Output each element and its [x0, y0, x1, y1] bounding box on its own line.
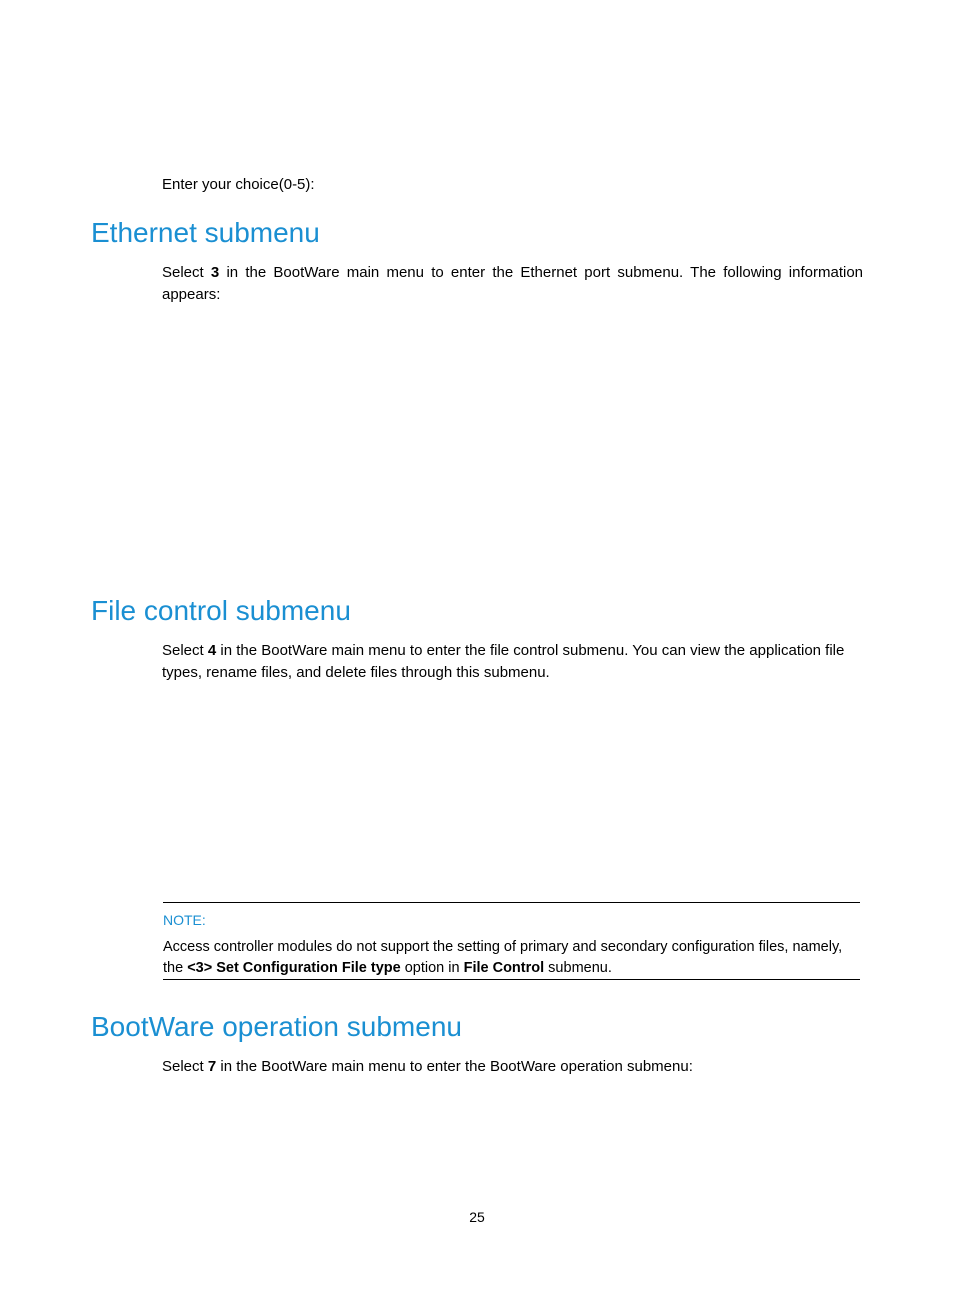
bootware-operation-submenu-heading: BootWare operation submenu	[91, 1011, 462, 1042]
note-text-part-1: Access controller modules do not support the setting of primary and secondary configuration files, namely, the	[163, 939, 843, 976]
ethernet-text-before: Select	[162, 264, 211, 281]
file-control-submenu-paragraph	[162, 640, 863, 684]
file-control-submenu-heading: File control submenu	[91, 595, 351, 626]
note-option-name: <3> Set Configuration File type	[187, 960, 401, 976]
note-label: NOTE:	[163, 912, 206, 928]
ethernet-text-after: in the BootWare main menu to enter the Ethernet port submenu. The following information appears:	[162, 264, 863, 303]
ethernet-submenu-paragraph	[162, 262, 863, 306]
bootware-text-before: Select	[162, 1058, 208, 1075]
ethernet-menu-number: 3	[210, 264, 220, 281]
bootware-menu-number: 7	[207, 1058, 217, 1075]
note-text-part-3: submenu.	[544, 960, 612, 976]
choice-prompt-text: Enter your choice(0-5):	[162, 176, 315, 193]
page-number: 25	[469, 1209, 485, 1225]
choice-prompt-line	[162, 174, 863, 196]
note-submenu-name: File Control	[463, 960, 545, 976]
ethernet-submenu-heading: Ethernet submenu	[91, 217, 320, 248]
file-control-menu-number: 4	[207, 642, 217, 659]
note-box	[163, 902, 860, 980]
note-text	[163, 937, 860, 979]
note-text-part-2: option in	[400, 960, 464, 976]
bootware-operation-submenu-paragraph	[162, 1056, 863, 1078]
bootware-text-after: in the BootWare main menu to enter the BootWare operation submenu:	[216, 1058, 693, 1075]
file-control-text-after: in the BootWare main menu to enter the file control submenu. You can view the application file types, rename files, and delete files through this submenu.	[162, 642, 845, 681]
file-control-text-before: Select	[162, 642, 208, 659]
